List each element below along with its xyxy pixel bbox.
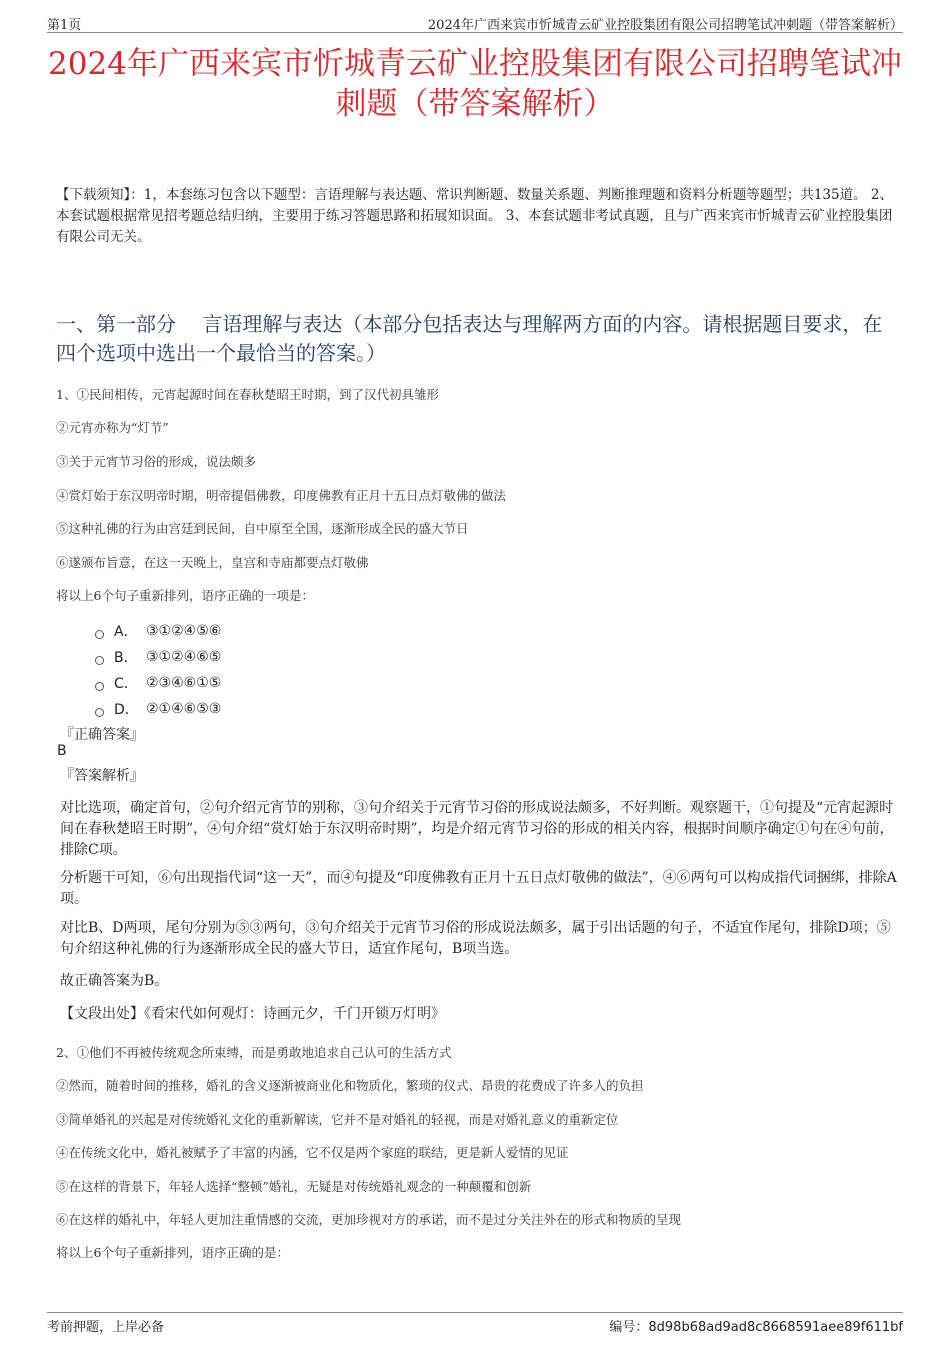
q2-sentence-6: ⑥在这样的婚礼中，年轻人更加注重情感的交流，更加珍视对方的承诺，而不是过分关注外在的形式和物质的呈现 bbox=[56, 1212, 682, 1227]
option-text: ③①②④⑤⑥ bbox=[146, 623, 222, 639]
radio-icon[interactable] bbox=[95, 708, 104, 717]
q1-option-b[interactable] bbox=[95, 644, 221, 670]
q2-sentence-5: ⑤在这样的背景下，年轻人选择“整顿”婚礼，无疑是对传统婚礼观念的一种颠覆和创新 bbox=[56, 1179, 532, 1194]
option-letter: B． bbox=[114, 650, 138, 666]
option-text: ②①④⑥⑤③ bbox=[146, 701, 222, 717]
option-letter: D． bbox=[114, 702, 139, 718]
q1-sentence-6: ⑥遂颁布旨意，在这一天晚上，皇宫和寺庙都要点灯敬佛 bbox=[56, 555, 369, 570]
page-footer bbox=[47, 1312, 903, 1333]
q1-sentence-2: ②元宵亦称为“灯节” bbox=[56, 420, 169, 435]
answer-label: 『正确答案』 bbox=[60, 727, 144, 743]
q1-sentence-3: ③关于元宵节习俗的形成，说法颇多 bbox=[56, 454, 257, 469]
radio-icon[interactable] bbox=[95, 656, 104, 665]
q1-option-d[interactable] bbox=[95, 696, 221, 722]
q1-option-c[interactable] bbox=[95, 670, 221, 696]
download-notice: 【下载须知】：1，本套练习包含以下题型：言语理解与表达题、常识判断题、数量关系题、判断推理题和资料分析题等题型；共135道。 2、本套试题根据常见招考题总结归纳，主要用于练习答题思路和拓展知识面。 3、本套试题非考试真题，且与广西来宾市忻城青云矿业控股集团有限公司无关。 bbox=[56, 187, 893, 245]
q2-stem: 2、①他们不再被传统观念所束缚，而是勇敢地追求自己认可的生活方式 bbox=[56, 1045, 452, 1060]
source-citation: 【文段出处】《看宋代如何观灯：诗画元夕，千门开锁万灯明》 bbox=[60, 1006, 445, 1022]
q1-option-a[interactable] bbox=[95, 618, 221, 644]
q2-prompt: 将以上6个句子重新排列，语序正确的是： bbox=[56, 1245, 289, 1260]
option-text: ③①②④⑥⑤ bbox=[146, 649, 222, 665]
answer-value: B bbox=[57, 743, 67, 759]
q2-sentence-4: ④在传统文化中，婚礼被赋予了丰富的内涵，它不仅是两个家庭的联结，更是新人爱情的见证 bbox=[56, 1145, 569, 1160]
option-letter: A． bbox=[114, 624, 138, 640]
analysis-conclusion: 故正确答案为B。 bbox=[60, 973, 169, 989]
footer-serial bbox=[609, 1316, 903, 1335]
analysis-paragraph-3: 对比B、D两项，尾句分别为⑤③两句，③句介绍关于元宵节习俗的形成说法颇多，属于引出话题的句子，不适宜作尾句，排除D项；⑤句介绍这种礼佛的行为逐渐形成全民的盛大节日，适宜作尾句，B项当选。 bbox=[60, 920, 891, 957]
q2-sentence-2: ②然而，随着时间的推移，婚礼的含义逐渐被商业化和物质化，繁琐的仪式、昂贵的花费成了许多人的负担 bbox=[56, 1078, 644, 1093]
serial-code: 8d98b68ad9ad8c8668591aee89f611bf bbox=[648, 1320, 903, 1335]
analysis-label: 『答案解析』 bbox=[60, 768, 144, 784]
analysis-paragraph-2: 分析题干可知，⑥句出现指代词“这一天”，而④句提及“印度佛教有正月十五日点灯敬佛的做法”，④⑥两句可以构成指代词捆绑，排除A项。 bbox=[60, 870, 897, 907]
option-letter: C． bbox=[114, 676, 138, 692]
page-header bbox=[47, 12, 903, 33]
footer-slogan: 考前押题，上岸必备 bbox=[47, 1320, 165, 1335]
page-number: 第1页 bbox=[47, 18, 82, 33]
radio-icon[interactable] bbox=[95, 630, 104, 639]
q1-sentence-5: ⑤这种礼佛的行为由宫廷到民间，自中原至全国，逐渐形成全民的盛大节日 bbox=[56, 521, 469, 536]
header-doc-title: 2024年广西来宾市忻城青云矿业控股集团有限公司招聘笔试冲刺题（带答案解析） bbox=[427, 18, 903, 33]
analysis-paragraph-1: 对比选项，确定首句，②句介绍元宵节的别称，③句介绍关于元宵节习俗的形成说法颇多，不好判断。观察题干，①句提及“元宵起源时间在春秋楚昭王时期”，④句介绍“赏灯始于东汉明帝时期”，均是介绍元宵节习俗的形成的相关内容，根据时间顺序确定①句在④句前，排除C项。 bbox=[60, 800, 894, 858]
serial-label: 编号： bbox=[609, 1320, 649, 1335]
document-title: 2024年广西来宾市忻城青云矿业控股集团有限公司招聘笔试冲刺题（带答案解析） bbox=[48, 46, 902, 122]
option-text: ②③④⑥①⑤ bbox=[146, 675, 222, 691]
section-heading: 一、第一部分 言语理解与表达（本部分包括表达与理解两方面的内容。请根据题目要求，在四个选项中选出一个最恰当的答案。） bbox=[56, 312, 883, 365]
q1-prompt: 将以上6个句子重新排列，语序正确的一项是： bbox=[56, 588, 314, 603]
q1-sentence-4: ④赏灯始于东汉明帝时期，明帝提倡佛教，印度佛教有正月十五日点灯敬佛的做法 bbox=[56, 488, 507, 503]
radio-icon[interactable] bbox=[95, 682, 104, 691]
q1-stem: 1、①民间相传，元宵起源时间在春秋楚昭王时期，到了汉代初具雏形 bbox=[56, 387, 439, 402]
q1-options bbox=[95, 618, 221, 722]
q2-sentence-3: ③简单婚礼的兴起是对传统婚礼文化的重新解读，它并不是对婚礼的轻视，而是对婚礼意义的重新定位 bbox=[56, 1112, 619, 1127]
